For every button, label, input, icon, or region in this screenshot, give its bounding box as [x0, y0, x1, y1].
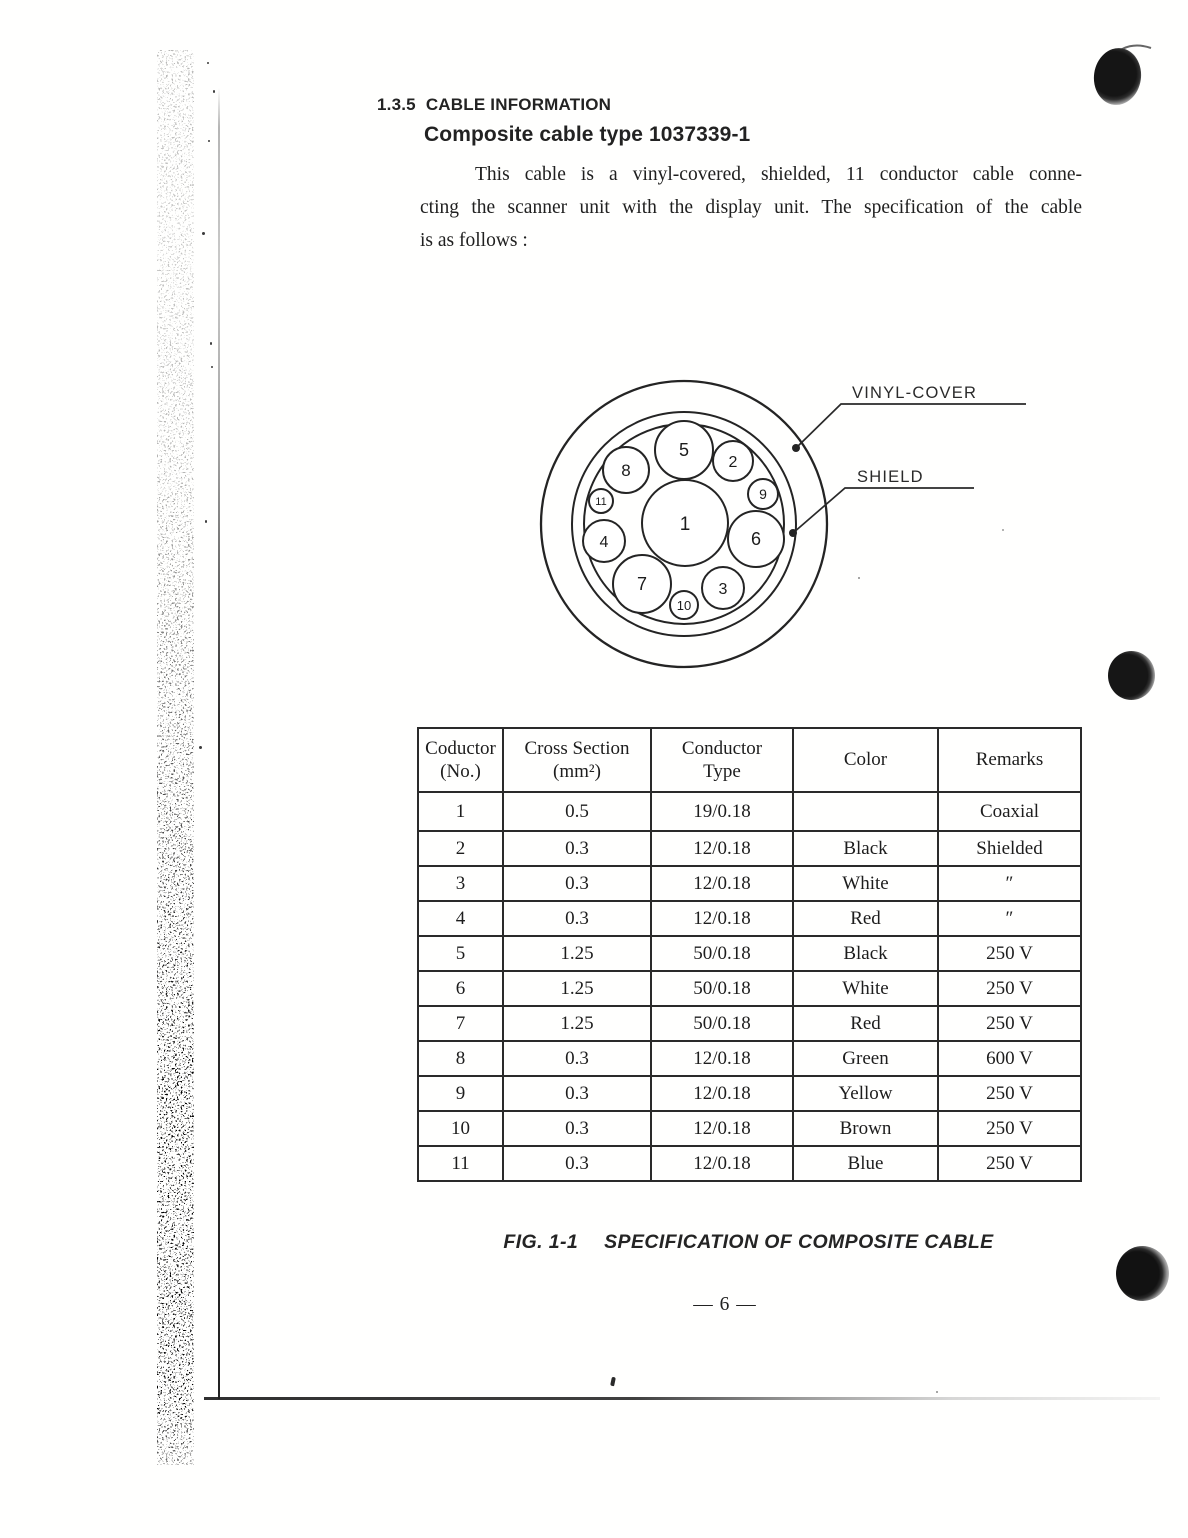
vinyl-cover-leader-line	[796, 404, 1026, 448]
conductor-number: 2	[728, 454, 738, 471]
vinyl-cover-pointer-dot	[792, 444, 800, 452]
conductor-number: 5	[678, 440, 690, 460]
cell-color: Black	[793, 831, 938, 866]
table-row	[418, 971, 1081, 1006]
cell-no: 1	[418, 792, 503, 831]
table-row	[418, 792, 1081, 831]
col-header-line: Conductor	[681, 737, 763, 759]
col-header-cross-section	[503, 728, 651, 792]
scan-speck	[936, 1391, 938, 1393]
table-row	[418, 936, 1081, 971]
cell-conductor-type: 12/0.18	[651, 1111, 793, 1146]
page-number: — 6 —	[693, 1294, 757, 1315]
cell-conductor-type: 50/0.18	[651, 936, 793, 971]
table-row	[418, 1076, 1081, 1111]
scan-speck	[199, 746, 202, 749]
col-header-conductor-no	[418, 728, 503, 792]
section-number: 1.3.5	[377, 95, 416, 114]
table-row	[418, 1006, 1081, 1041]
conductor-number: 4	[599, 534, 609, 551]
cell-cross-section: 0.3	[503, 1076, 651, 1111]
scan-speck	[202, 232, 205, 235]
scan-noise-band	[157, 50, 194, 1465]
cell-no: 3	[418, 866, 503, 901]
cell-remarks: 250 V	[938, 1111, 1081, 1146]
cell-color: Blue	[793, 1146, 938, 1181]
conductor-number: 3	[718, 581, 728, 598]
col-header-line: Color	[843, 749, 888, 771]
cell-no: 7	[418, 1006, 503, 1041]
col-header-line: Remarks	[975, 749, 1044, 771]
cell-remarks: 250 V	[938, 936, 1081, 971]
noise-texture	[157, 50, 194, 1465]
cell-color: Red	[793, 1006, 938, 1041]
scan-speck	[205, 520, 207, 523]
scan-speck	[208, 140, 210, 142]
conductor-number: 1	[679, 514, 691, 535]
cell-cross-section: 0.3	[503, 901, 651, 936]
table-row	[418, 1111, 1081, 1146]
col-header-conductor-type	[651, 728, 793, 792]
vinyl-cover-label: VINYL-COVER	[852, 384, 978, 402]
table-row	[418, 901, 1081, 936]
body-paragraph	[420, 158, 1082, 257]
figure-number: FIG. 1-1	[503, 1231, 579, 1253]
shield-label: SHIELD	[857, 468, 924, 486]
scan-speck	[211, 366, 213, 368]
section-heading	[377, 95, 611, 115]
col-header-line: Cross Section	[524, 737, 630, 759]
col-header-line: (mm²)	[553, 761, 601, 782]
binder-hole-blob-bottom	[1116, 1246, 1169, 1301]
cell-color: White	[793, 866, 938, 901]
cell-conductor-type: 12/0.18	[651, 866, 793, 901]
cell-cross-section: 0.3	[503, 1041, 651, 1076]
cell-cross-section: 0.3	[503, 866, 651, 901]
cell-remarks: 250 V	[938, 1076, 1081, 1111]
shield-leader-line	[793, 488, 974, 533]
cell-cross-section: 1.25	[503, 936, 651, 971]
cell-remarks: Shielded	[938, 831, 1081, 866]
cell-remarks: 250 V	[938, 971, 1081, 1006]
cell-conductor-type: 50/0.18	[651, 1006, 793, 1041]
cell-conductor-type: 50/0.18	[651, 971, 793, 1006]
specification-table	[417, 727, 1082, 1182]
cell-cross-section: 0.5	[503, 792, 651, 831]
table-row	[418, 866, 1081, 901]
scan-speck	[207, 62, 209, 64]
cable-type-subtitle: Composite cable type 1037339-1	[424, 123, 751, 146]
cell-no: 10	[418, 1111, 503, 1146]
cell-conductor-type: 19/0.18	[651, 792, 793, 831]
table-row	[418, 1041, 1081, 1076]
cell-remarks: 600 V	[938, 1041, 1081, 1076]
cell-cross-section: 1.25	[503, 1006, 651, 1041]
cell-color: Yellow	[793, 1076, 938, 1111]
conductor-number: 10	[676, 598, 692, 613]
cell-conductor-type: 12/0.18	[651, 1146, 793, 1181]
scan-comma-artifact	[610, 1377, 616, 1387]
body-line: cting the scanner unit with the display unit. The specification of the cable	[420, 197, 1082, 218]
cell-color: Green	[793, 1041, 938, 1076]
cell-conductor-type: 12/0.18	[651, 901, 793, 936]
body-line: is as follows :	[420, 230, 528, 251]
conductor-number: 6	[750, 529, 762, 549]
col-header-remarks	[938, 728, 1081, 792]
figure-title: SPECIFICATION OF COMPOSITE CABLE	[604, 1231, 994, 1253]
cell-color: Red	[793, 901, 938, 936]
cell-cross-section: 0.3	[503, 1111, 651, 1146]
cell-no: 2	[418, 831, 503, 866]
scan-speck	[210, 342, 212, 345]
cell-no: 6	[418, 971, 503, 1006]
cell-no: 11	[418, 1146, 503, 1181]
cell-cross-section: 0.3	[503, 1146, 651, 1181]
body-line: This cable is a vinyl-covered, shielded, 11 conductor cable conne-	[475, 164, 1082, 185]
cell-conductor-type: 12/0.18	[651, 831, 793, 866]
conductor-number: 8	[621, 461, 631, 480]
cell-color: White	[793, 971, 938, 1006]
conductor-number: 11	[595, 496, 607, 508]
cell-no: 9	[418, 1076, 503, 1111]
page-edge-bottom-line	[204, 1397, 1160, 1400]
conductor-number: 7	[636, 574, 648, 594]
cell-remarks: ″	[938, 901, 1081, 936]
cell-remarks: 250 V	[938, 1146, 1081, 1181]
cell-remarks: Coaxial	[938, 792, 1081, 831]
col-header-line: Coductor	[425, 737, 496, 759]
cable-cross-section-diagram	[520, 355, 1065, 695]
cell-remarks: ″	[938, 866, 1081, 901]
section-title: CABLE INFORMATION	[425, 95, 612, 114]
col-header-color	[793, 728, 938, 792]
table-row	[418, 831, 1081, 866]
cell-cross-section: 0.3	[503, 831, 651, 866]
cell-remarks: 250 V	[938, 1006, 1081, 1041]
cell-conductor-type: 12/0.18	[651, 1076, 793, 1111]
cell-no: 8	[418, 1041, 503, 1076]
scan-speck	[213, 90, 215, 93]
cell-no: 5	[418, 936, 503, 971]
cell-cross-section: 1.25	[503, 971, 651, 1006]
table-header-row	[418, 728, 1081, 792]
table-row	[418, 1146, 1081, 1181]
cell-no: 4	[418, 901, 503, 936]
shield-pointer-dot	[789, 529, 797, 537]
cell-color: Brown	[793, 1111, 938, 1146]
conductor-number: 9	[759, 486, 767, 502]
cell-conductor-type: 12/0.18	[651, 1041, 793, 1076]
col-header-line: Type	[703, 761, 741, 782]
cell-color	[793, 792, 938, 831]
binder-hole-blob-middle	[1108, 651, 1155, 700]
col-header-line: (No.)	[440, 761, 481, 782]
cell-color: Black	[793, 936, 938, 971]
figure-caption	[417, 1231, 1080, 1254]
page-edge-vertical-line	[218, 88, 220, 1399]
